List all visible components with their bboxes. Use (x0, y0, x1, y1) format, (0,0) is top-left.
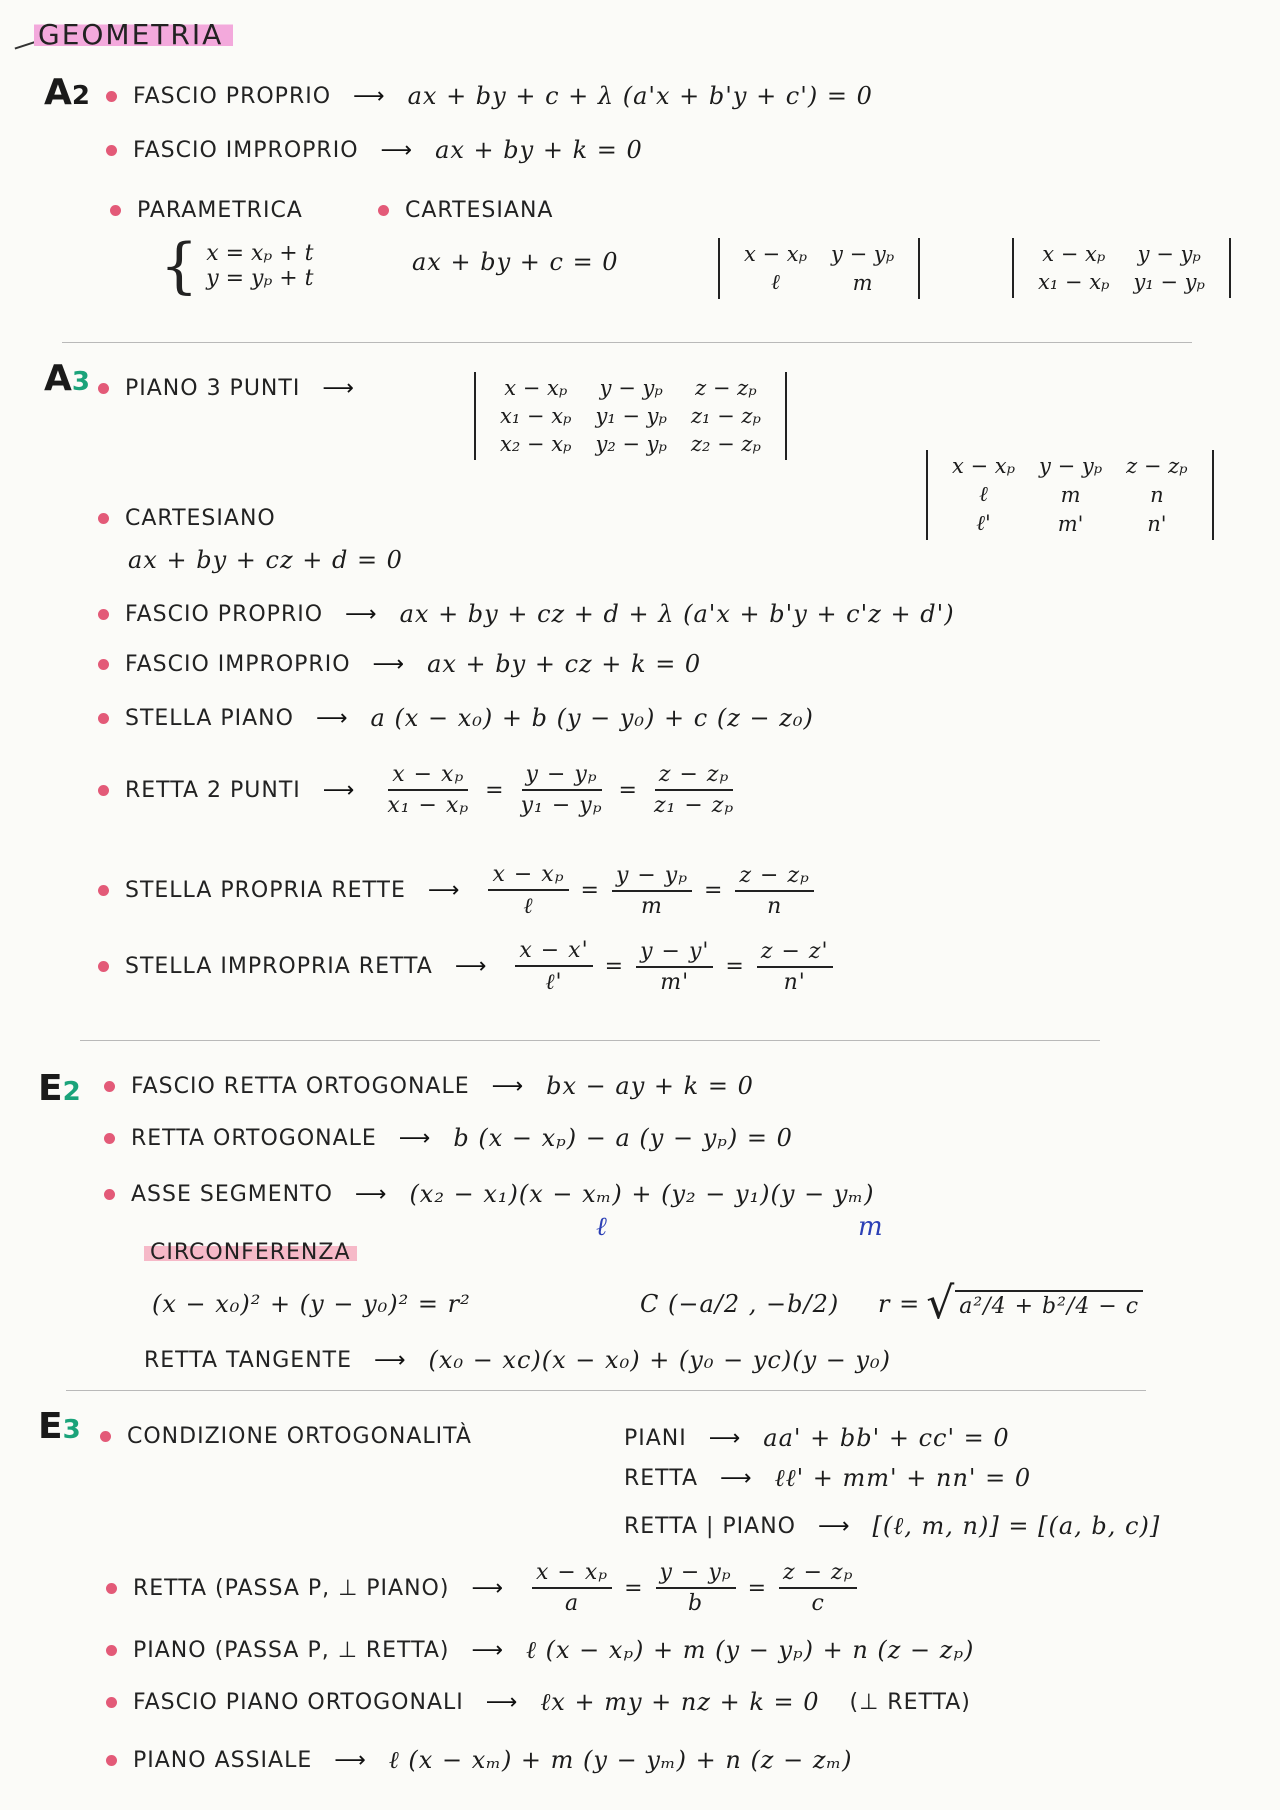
e3-retta: RETTA ⟶ ℓℓ' + mm' + nn' = 0 (624, 1464, 1032, 1492)
a3-stella-piano: STELLA PIANO ⟶ a (x − x₀) + b (y − y₀) + c (z − z₀) (98, 704, 814, 732)
bullet-icon (106, 1583, 117, 1594)
arrow-right-icon: ⟶ (818, 1514, 851, 1539)
fraction: $\frac{\text{y − yₚ}}{\text{y₁ − yₚ}}$ (520, 762, 603, 818)
section-tag-e3: E3 (38, 1406, 81, 1447)
fraction: $\frac{z - z'}{n'}$ (757, 939, 833, 995)
fraction: $\frac{x - x'}{\text{ℓ'}}$ (515, 938, 592, 995)
bullet-icon (106, 91, 117, 102)
fraction: $\frac{\text{x − xₚ}}{\text{ℓ}}$ (488, 862, 568, 919)
bullet-icon (106, 1645, 117, 1656)
arrow-right-icon: ⟶ (334, 1748, 367, 1773)
a2-fascio-proprio (106, 82, 873, 110)
annotation-l: ℓ (596, 1212, 607, 1242)
a2-fascio-improprio (106, 136, 643, 164)
fraction: $\frac{\text{z − zₚ}}{c}$ (779, 1560, 857, 1616)
e3-fascio-piani: FASCIO PIANO ORTOGONALI ⟶ ℓx + my + nz + k = 0 (⊥ RETTA) (106, 1688, 971, 1717)
a2-cartesiana-formula: ax + by + c = 0 (412, 248, 619, 276)
a2-cartesiana-label: CARTESIANA (378, 198, 553, 223)
bullet-icon (378, 205, 389, 216)
e2-asse-segmento: ASSE SEGMENTO ⟶ (x₂ − x₁)(x − xₘ) + (y₂ − y₁)(y − yₘ) (104, 1180, 874, 1208)
fraction: $\frac{y - y'}{m'}$ (636, 939, 713, 995)
bullet-icon (98, 885, 109, 896)
a3-matrix-directions: x − xₚ y − yₚ z − zₚ ℓ m n ℓ' m' n' (926, 450, 1214, 540)
arrow-right-icon: ⟶ (374, 1347, 407, 1373)
e2-fascio-retta-ortogonale: FASCIO RETTA ORTOGONALE ⟶ bx − ay + k = 0 (104, 1072, 754, 1100)
a3-retta-2-punti: RETTA 2 PUNTI ⟶ $\frac{\text{x − xₚ}}{\text{x₁ − xₚ}}$ = $\frac{\text{y − yₚ}}{\text{y₁ − yₚ}}$ = $\frac{\text{z − zₚ}}{\text{z₁ − zₚ}}$ (98, 762, 744, 818)
a3-cartesiano-label: CARTESIANO (98, 506, 276, 531)
fraction: $\frac{\text{z − zₚ}}{\text{z₁ − zₚ}}$ (653, 762, 735, 818)
bullet-icon (106, 1697, 117, 1708)
e3-piano-assiale: PIANO ASSIALE ⟶ ℓ (x − xₘ) + m (y − yₘ) + n (z − zₘ) (106, 1746, 853, 1775)
a3-cartesiano-formula: ax + by + cz + d = 0 (128, 546, 403, 574)
arrow-right-icon: ⟶ (471, 1638, 505, 1663)
bullet-icon (98, 961, 109, 972)
arrow-right-icon: ⟶ (427, 878, 461, 903)
arrow-right-icon: ⟶ (380, 137, 414, 163)
section-divider (66, 1390, 1146, 1391)
arrow-right-icon: ⟶ (471, 1575, 505, 1601)
bullet-icon (100, 1431, 111, 1442)
fraction: $\frac{\text{y − yₚ}}{b}$ (656, 1560, 736, 1616)
a3-fascio-improprio: FASCIO IMPROPRIO ⟶ ax + by + cz + k = 0 (98, 650, 701, 678)
arrow-right-icon: ⟶ (491, 1073, 525, 1099)
a3-fascio-proprio: FASCIO PROPRIO ⟶ ax + by + cz + d + λ (a'x + b'y + c'z + d') (98, 600, 955, 628)
arrow-right-icon: ⟶ (454, 954, 488, 979)
a2-matrix-two-points: x − xₚ y − yₚ x₁ − xₚ y₁ − yₚ (1012, 238, 1231, 298)
fraction: $\frac{\text{x − xₚ}}{\text{x₁ − xₚ}}$ (387, 762, 470, 818)
section-tag-a2: A2 (44, 72, 90, 113)
param-eq-x: x = xₚ + t (206, 241, 314, 266)
circonferenza-tangente: RETTA TANGENTE ⟶ (x₀ − xc)(x − x₀) + (y₀ − yc)(y − y₀) (144, 1346, 892, 1374)
circonferenza-title: CIRCONFERENZA (144, 1240, 357, 1265)
arrow-right-icon: ⟶ (398, 1125, 432, 1151)
annotation-m: m (858, 1212, 883, 1242)
bullet-icon (106, 1755, 117, 1766)
fraction: $\frac{\text{y − yₚ}}{m}$ (612, 863, 692, 919)
label: FASCIO PROPRIO (133, 83, 332, 109)
a3-stella-impropria: STELLA IMPROPRIA RETTA ⟶ $\frac{x - x'}{\text{ℓ'}}$ = $\frac{y - y'}{m'}$ = $\frac{z - z'}{n'}$ (98, 938, 839, 995)
e3-piano-passa: PIANO (PASSA P, ⊥ RETTA) ⟶ ℓ (x − xₚ) + m (y − yₚ) + n (z − zₚ) (106, 1636, 974, 1665)
bullet-icon (98, 383, 109, 394)
bullet-icon (104, 1081, 115, 1092)
a2-parametric-system (160, 231, 314, 301)
e3-retta-piano: RETTA | PIANO ⟶ [(ℓ, m, n)] = [(a, b, c)] (624, 1512, 1161, 1540)
arrow-right-icon: ⟶ (322, 777, 356, 803)
section-tag-a3: A3 (44, 358, 90, 399)
bullet-icon (98, 785, 109, 796)
e3-piani: PIANI ⟶ aa' + bb' + cc' = 0 (624, 1424, 1010, 1452)
bullet-icon (98, 713, 109, 724)
sqrt-icon: √ a²/4 + b²/4 − c (926, 1282, 1143, 1326)
a2-matrix-direction: x − xₚ y − yₚ ℓ m (718, 238, 920, 299)
fraction: $\frac{\text{z − zₚ}}{n}$ (735, 863, 813, 919)
arrow-right-icon: ⟶ (485, 1690, 519, 1715)
arrow-right-icon: ⟶ (372, 651, 406, 677)
a3-matrix-three-points: x − xₚ y − yₚ z − zₚ x₁ − xₚ y₁ − yₚ z₁ − zₚ x₂ − xₚ y₂ − yₚ z₂ − zₚ (474, 372, 787, 460)
arrow-right-icon: ⟶ (315, 705, 349, 731)
a3-stella-propria: STELLA PROPRIA RETTE ⟶ $\frac{\text{x − xₚ}}{\text{ℓ}}$ = $\frac{\text{y − yₚ}}{m}$ = $\frac{\text{z − zₚ}}{n}$ (98, 862, 820, 919)
circonferenza-center: C (−a/2 , −b/2) (640, 1290, 840, 1318)
arrow-right-icon: ⟶ (345, 601, 378, 627)
arrow-right-icon: ⟶ (353, 83, 386, 109)
arrow-right-icon: ⟶ (322, 376, 355, 401)
a2-parametrica-label: PARAMETRICA (110, 198, 303, 223)
section-tag-e2: E2 (38, 1068, 81, 1109)
arrow-right-icon: ⟶ (720, 1466, 753, 1491)
section-divider (62, 342, 1192, 343)
bullet-icon (106, 145, 117, 156)
bullet-icon (98, 609, 109, 620)
param-eq-y: y = yₚ + t (206, 266, 314, 291)
arrow-right-icon: ⟶ (708, 1425, 742, 1451)
a3-piano-3-punti: PIANO 3 PUNTI ⟶ (98, 376, 377, 401)
circonferenza-radius: r = √ a²/4 + b²/4 − c (878, 1282, 1143, 1326)
fraction: $\frac{\text{x − xₚ}}{a}$ (532, 1560, 612, 1616)
formula: ax + by + k = 0 (435, 136, 643, 164)
e2-retta-ortogonale: RETTA ORTOGONALE ⟶ b (x − xₚ) − a (y − yₚ) = 0 (104, 1124, 793, 1152)
e3-retta-passa: RETTA (PASSA P, ⊥ PIANO) ⟶ $\frac{\text{x − xₚ}}{a}$ = $\frac{\text{y − yₚ}}{b}$ = $\frac{\text{z − zₚ}}{c}$ (106, 1560, 863, 1616)
bullet-icon (104, 1133, 115, 1144)
page-title: GEOMETRIA (34, 18, 233, 51)
brace-icon: { (160, 231, 199, 301)
formula: ax + by + c + λ (a'x + b'y + c') = 0 (407, 82, 873, 110)
circonferenza-equation: (x − x₀)² + (y − y₀)² = r² (152, 1290, 471, 1318)
arrow-right-icon: ⟶ (354, 1181, 388, 1207)
section-divider (80, 1040, 1100, 1041)
bullet-icon (98, 659, 109, 670)
bullet-icon (98, 513, 109, 524)
e3-condizione: CONDIZIONE ORTOGONALITÀ (100, 1424, 472, 1449)
bullet-icon (104, 1189, 115, 1200)
bullet-icon (110, 205, 121, 216)
label: FASCIO IMPROPRIO (133, 137, 359, 163)
